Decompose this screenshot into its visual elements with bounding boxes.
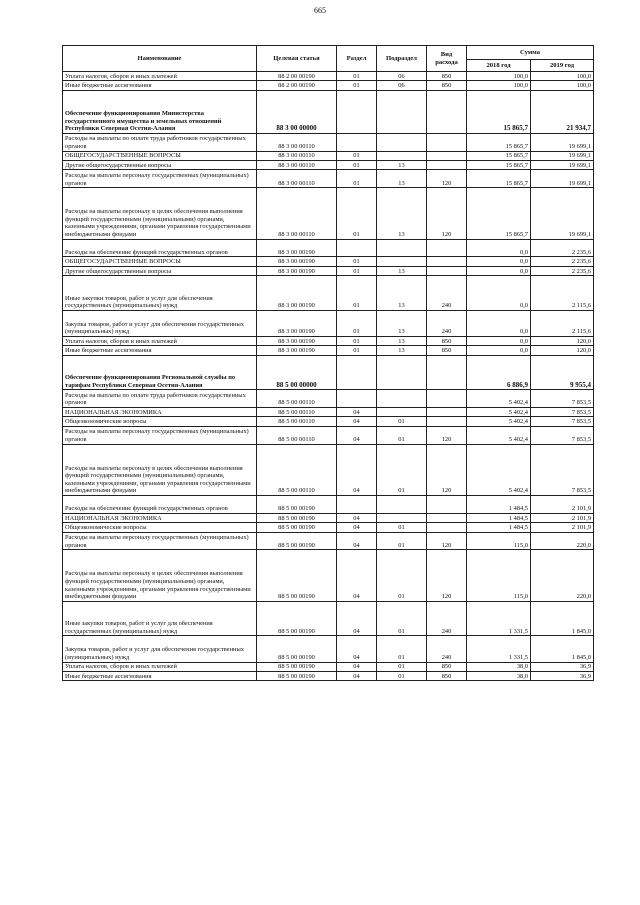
cell-section: 01 (337, 336, 377, 345)
table-row (63, 346, 594, 355)
table-row (63, 426, 594, 444)
cell-section: 01 (337, 276, 377, 311)
header-code: Целевая статья (257, 46, 337, 72)
cell-name: Иные закупки товаров, работ и услуг для обеспечения государственных (муниципальных) нужд (63, 601, 257, 636)
table-row (63, 170, 594, 188)
cell-sum-2018: 5 402,4 (467, 426, 531, 444)
cell-expense-type: 850 (427, 346, 467, 355)
table-row (63, 81, 594, 90)
cell-target-code: 88 5 00 00190 (257, 636, 337, 662)
cell-subsection: 13 (377, 160, 427, 169)
cell-target-code: 88 3 00 00110 (257, 170, 337, 188)
table-row (63, 601, 594, 636)
cell-section: 01 (337, 188, 377, 239)
cell-sum-2019: 220,0 (531, 532, 594, 550)
cell-expense-type: 120 (427, 444, 467, 495)
cell-expense-type (427, 355, 467, 390)
cell-expense-type: 120 (427, 426, 467, 444)
cell-sum-2018: 1 331,5 (467, 636, 531, 662)
cell-sum-2018: 15 865,7 (467, 160, 531, 169)
cell-expense-type: 850 (427, 81, 467, 90)
cell-sum-2019: 220,0 (531, 550, 594, 601)
cell-section: 04 (337, 636, 377, 662)
cell-subsection: 01 (377, 636, 427, 662)
cell-name: НАЦИОНАЛЬНАЯ ЭКОНОМИКА (63, 513, 257, 522)
cell-subsection (377, 239, 427, 257)
cell-target-code: 88 5 00 00190 (257, 532, 337, 550)
cell-expense-type: 240 (427, 276, 467, 311)
cell-sum-2019: 7 853,5 (531, 408, 594, 417)
cell-section: 01 (337, 151, 377, 160)
cell-section: 04 (337, 671, 377, 680)
cell-target-code: 88 3 00 00190 (257, 239, 337, 257)
table-row (63, 671, 594, 680)
cell-target-code: 88 3 00 00190 (257, 257, 337, 266)
cell-section: 01 (337, 346, 377, 355)
cell-subsection: 01 (377, 417, 427, 426)
cell-sum-2018: 0,0 (467, 276, 531, 311)
cell-sum-2018: 5 402,4 (467, 408, 531, 417)
cell-target-code: 88 3 00 00110 (257, 133, 337, 151)
cell-section (337, 355, 377, 390)
table-row (63, 160, 594, 169)
cell-sum-2018: 5 402,4 (467, 417, 531, 426)
cell-subsection: 01 (377, 550, 427, 601)
cell-sum-2019: 19 699,1 (531, 151, 594, 160)
cell-name: Уплата налогов, сборов и иных платежей (63, 72, 257, 81)
cell-section: 04 (337, 550, 377, 601)
cell-target-code: 88 3 00 00110 (257, 160, 337, 169)
cell-sum-2019: 9 955,4 (531, 355, 594, 390)
cell-sum-2019: 7 853,5 (531, 444, 594, 495)
cell-expense-type: 120 (427, 170, 467, 188)
cell-name: Другие общегосударственные вопросы (63, 160, 257, 169)
table-row (63, 636, 594, 662)
table-row (63, 355, 594, 390)
cell-target-code: 88 5 00 00190 (257, 513, 337, 522)
cell-sum-2018: 15 865,7 (467, 151, 531, 160)
cell-name: Расходы на выплаты персоналу в целях обеспечения выполнения функций государственными (муниципальными) органами, казенными учреждениями, органами управления государственными внебюджетными фондами (63, 188, 257, 239)
table-row (63, 513, 594, 522)
cell-name: Иные бюджетные ассигнования (63, 671, 257, 680)
cell-expense-type (427, 160, 467, 169)
cell-expense-type (427, 90, 467, 133)
cell-name: Расходы на выплаты персоналу в целях обеспечения выполнения функций государственными (муниципальными) органами, казенными учреждениями, органами управления государственными внебюджетными фондами (63, 444, 257, 495)
cell-target-code: 88 5 00 00190 (257, 550, 337, 601)
cell-subsection: 06 (377, 81, 427, 90)
cell-subsection: 01 (377, 532, 427, 550)
table-row (63, 188, 594, 239)
cell-name: Расходы на выплаты персоналу государственных (муниципальных) органов (63, 426, 257, 444)
cell-subsection: 13 (377, 310, 427, 336)
cell-sum-2018: 115,0 (467, 532, 531, 550)
header-sum: Сумма (467, 46, 594, 60)
table-row (63, 417, 594, 426)
page-number: 665 (314, 6, 326, 15)
cell-sum-2018: 5 402,4 (467, 390, 531, 408)
cell-section: 01 (337, 160, 377, 169)
cell-sum-2019: 19 699,1 (531, 170, 594, 188)
cell-subsection: 13 (377, 336, 427, 345)
cell-sum-2018: 5 402,4 (467, 444, 531, 495)
cell-section: 04 (337, 523, 377, 532)
cell-sum-2019: 2 101,9 (531, 496, 594, 514)
table-row (63, 444, 594, 495)
header-name: Наименование (63, 46, 257, 72)
cell-name: Расходы на выплаты персоналу государственных (муниципальных) органов (63, 532, 257, 550)
table-row (63, 239, 594, 257)
table-row (63, 408, 594, 417)
cell-target-code: 88 2 00 00190 (257, 81, 337, 90)
cell-sum-2019: 100,0 (531, 72, 594, 81)
header-section: Раздел (337, 46, 377, 72)
header-year-2019: 2019 год (531, 60, 594, 72)
cell-target-code: 88 5 00 00110 (257, 390, 337, 408)
cell-section: 01 (337, 310, 377, 336)
cell-name: НАЦИОНАЛЬНАЯ ЭКОНОМИКА (63, 408, 257, 417)
cell-section: 04 (337, 417, 377, 426)
cell-subsection: 01 (377, 523, 427, 532)
cell-expense-type: 120 (427, 532, 467, 550)
cell-target-code: 88 5 00 00190 (257, 601, 337, 636)
cell-name: Иные бюджетные ассигнования (63, 346, 257, 355)
cell-sum-2018: 15 865,7 (467, 90, 531, 133)
cell-target-code: 88 5 00 00000 (257, 355, 337, 390)
cell-name: Закупка товаров, работ и услуг для обеспечения государственных (муниципальных) нужд (63, 310, 257, 336)
cell-target-code: 88 5 00 00110 (257, 426, 337, 444)
cell-sum-2018: 6 886,9 (467, 355, 531, 390)
cell-expense-type (427, 151, 467, 160)
table-row (63, 276, 594, 311)
cell-expense-type: 850 (427, 336, 467, 345)
cell-sum-2018: 0,0 (467, 336, 531, 345)
cell-expense-type: 850 (427, 72, 467, 81)
table-row (63, 266, 594, 275)
cell-sum-2019: 100,0 (531, 81, 594, 90)
cell-section (337, 390, 377, 408)
cell-sum-2018: 0,0 (467, 346, 531, 355)
cell-subsection (377, 513, 427, 522)
cell-target-code: 88 5 00 00190 (257, 496, 337, 514)
cell-sum-2019: 7 853,5 (531, 426, 594, 444)
cell-expense-type: 120 (427, 550, 467, 601)
table-row (63, 72, 594, 81)
cell-target-code: 88 3 00 00110 (257, 188, 337, 239)
cell-sum-2018: 15 865,7 (467, 170, 531, 188)
cell-section: 04 (337, 662, 377, 671)
cell-expense-type: 850 (427, 671, 467, 680)
cell-subsection: 01 (377, 426, 427, 444)
table-row (63, 90, 594, 133)
cell-sum-2019: 120,0 (531, 336, 594, 345)
table-row (63, 257, 594, 266)
cell-subsection: 13 (377, 188, 427, 239)
cell-sum-2018: 38,0 (467, 671, 531, 680)
cell-sum-2018: 1 484,5 (467, 496, 531, 514)
cell-subsection (377, 408, 427, 417)
cell-name: ОБЩЕГОСУДАРСТВЕННЫЕ ВОПРОСЫ (63, 151, 257, 160)
cell-subsection (377, 90, 427, 133)
table-header (63, 46, 594, 72)
cell-section: 04 (337, 532, 377, 550)
cell-target-code: 88 5 00 00190 (257, 671, 337, 680)
cell-section: 01 (337, 170, 377, 188)
cell-target-code: 88 5 00 00110 (257, 444, 337, 495)
cell-name: Общеэкономические вопросы (63, 523, 257, 532)
cell-name: Иные бюджетные ассигнования (63, 81, 257, 90)
cell-expense-type: 850 (427, 662, 467, 671)
cell-subsection (377, 133, 427, 151)
table-body (63, 72, 594, 681)
cell-section: 01 (337, 257, 377, 266)
cell-subsection (377, 496, 427, 514)
cell-name: Расходы на обеспечение функций государственных органов (63, 496, 257, 514)
cell-target-code: 88 5 00 00190 (257, 662, 337, 671)
header-expense-type: Вид расхода (427, 46, 467, 72)
cell-name: Расходы на выплаты по оплате труда работников государственных органов (63, 390, 257, 408)
cell-sum-2019: 1 845,0 (531, 636, 594, 662)
cell-section (337, 239, 377, 257)
cell-section: 01 (337, 266, 377, 275)
cell-target-code: 88 3 00 00190 (257, 276, 337, 311)
cell-expense-type (427, 133, 467, 151)
cell-expense-type: 240 (427, 636, 467, 662)
cell-expense-type (427, 417, 467, 426)
cell-sum-2018: 1 484,5 (467, 513, 531, 522)
cell-section: 04 (337, 513, 377, 522)
cell-sum-2019: 1 845,0 (531, 601, 594, 636)
cell-name: Расходы на выплаты по оплате труда работников государственных органов (63, 133, 257, 151)
table-row (63, 523, 594, 532)
cell-sum-2018: 1 331,5 (467, 601, 531, 636)
cell-section (337, 496, 377, 514)
cell-subsection: 13 (377, 346, 427, 355)
cell-target-code: 88 3 00 00110 (257, 151, 337, 160)
cell-name: Расходы на выплаты персоналу в целях обеспечения выполнения функций государственными (муниципальными) органами, казенными учреждениями, органами управления государственными внебюджетными фондами (63, 550, 257, 601)
cell-expense-type (427, 390, 467, 408)
cell-name: Закупка товаров, работ и услуг для обеспечения государственных (муниципальных) нужд (63, 636, 257, 662)
cell-expense-type (427, 257, 467, 266)
cell-sum-2019: 36,9 (531, 662, 594, 671)
table-row (63, 390, 594, 408)
cell-name: ОБЩЕГОСУДАРСТВЕННЫЕ ВОПРОСЫ (63, 257, 257, 266)
cell-subsection: 01 (377, 601, 427, 636)
cell-sum-2019: 2 101,9 (531, 523, 594, 532)
table-row (63, 151, 594, 160)
cell-sum-2018: 0,0 (467, 266, 531, 275)
cell-expense-type: 120 (427, 188, 467, 239)
cell-subsection: 01 (377, 444, 427, 495)
cell-name: Уплата налогов, сборов и иных платежей (63, 662, 257, 671)
cell-subsection (377, 151, 427, 160)
cell-expense-type: 240 (427, 310, 467, 336)
cell-name: Обеспечение функционирования Региональной службы по тарифам Республики Северная Осетия-Алания (63, 355, 257, 390)
cell-sum-2019: 7 853,5 (531, 390, 594, 408)
cell-sum-2018: 115,0 (467, 550, 531, 601)
cell-expense-type (427, 266, 467, 275)
cell-sum-2019: 120,0 (531, 346, 594, 355)
cell-sum-2018: 15 865,7 (467, 133, 531, 151)
cell-sum-2019: 2 235,6 (531, 239, 594, 257)
cell-section (337, 133, 377, 151)
cell-name: Общеэкономические вопросы (63, 417, 257, 426)
cell-section: 04 (337, 426, 377, 444)
table-row (63, 496, 594, 514)
cell-section (337, 90, 377, 133)
cell-subsection: 13 (377, 266, 427, 275)
header-subsection: Подраздел (377, 46, 427, 72)
cell-sum-2018: 0,0 (467, 257, 531, 266)
cell-sum-2019: 2 115,6 (531, 310, 594, 336)
cell-name: Расходы на выплаты персоналу государственных (муниципальных) органов (63, 170, 257, 188)
cell-sum-2019: 2 235,6 (531, 266, 594, 275)
cell-target-code: 88 3 00 00190 (257, 310, 337, 336)
cell-section: 01 (337, 72, 377, 81)
cell-sum-2019: 36,9 (531, 671, 594, 680)
cell-subsection: 01 (377, 662, 427, 671)
table-row (63, 550, 594, 601)
cell-name: Уплата налогов, сборов и иных платежей (63, 336, 257, 345)
cell-target-code: 88 3 00 00190 (257, 266, 337, 275)
cell-sum-2019: 19 699,1 (531, 160, 594, 169)
cell-expense-type (427, 496, 467, 514)
cell-sum-2019: 2 235,6 (531, 257, 594, 266)
cell-sum-2018: 15 865,7 (467, 188, 531, 239)
cell-target-code: 88 5 00 00190 (257, 523, 337, 532)
cell-subsection (377, 257, 427, 266)
cell-expense-type (427, 523, 467, 532)
cell-sum-2019: 2 115,6 (531, 276, 594, 311)
cell-section: 04 (337, 408, 377, 417)
cell-target-code: 88 5 00 00110 (257, 408, 337, 417)
cell-subsection (377, 390, 427, 408)
cell-subsection: 01 (377, 671, 427, 680)
header-year-2018: 2018 год (467, 60, 531, 72)
cell-subsection: 13 (377, 276, 427, 311)
cell-expense-type (427, 513, 467, 522)
budget-table (62, 45, 594, 681)
table-row (63, 133, 594, 151)
table-row (63, 336, 594, 345)
cell-subsection (377, 355, 427, 390)
cell-sum-2018: 100,0 (467, 72, 531, 81)
cell-subsection: 13 (377, 170, 427, 188)
cell-target-code: 88 3 00 00190 (257, 336, 337, 345)
cell-sum-2019: 19 699,1 (531, 133, 594, 151)
cell-sum-2018: 0,0 (467, 310, 531, 336)
cell-target-code: 88 3 00 00000 (257, 90, 337, 133)
cell-sum-2018: 1 484,5 (467, 523, 531, 532)
cell-name: Другие общегосударственные вопросы (63, 266, 257, 275)
cell-sum-2018: 38,0 (467, 662, 531, 671)
cell-expense-type (427, 408, 467, 417)
cell-sum-2019: 7 853,5 (531, 417, 594, 426)
cell-expense-type: 240 (427, 601, 467, 636)
cell-subsection: 06 (377, 72, 427, 81)
table-row (63, 662, 594, 671)
cell-name: Иные закупки товаров, работ и услуг для обеспечения государственных (муниципальных) нужд (63, 276, 257, 311)
cell-target-code: 88 2 00 00190 (257, 72, 337, 81)
cell-sum-2018: 0,0 (467, 239, 531, 257)
table-row (63, 532, 594, 550)
cell-target-code: 88 3 00 00190 (257, 346, 337, 355)
cell-section: 04 (337, 444, 377, 495)
cell-section: 01 (337, 81, 377, 90)
cell-name: Расходы на обеспечение функций государственных органов (63, 239, 257, 257)
cell-expense-type (427, 239, 467, 257)
table-row (63, 310, 594, 336)
cell-name: Обеспечение функционирования Министерства государственного имущества и земельных отношений Республики Северная Осетия-Алания (63, 90, 257, 133)
cell-target-code: 88 5 00 00110 (257, 417, 337, 426)
cell-section: 04 (337, 601, 377, 636)
cell-sum-2019: 2 101,9 (531, 513, 594, 522)
cell-sum-2019: 19 699,1 (531, 188, 594, 239)
cell-sum-2019: 21 934,7 (531, 90, 594, 133)
cell-sum-2018: 100,0 (467, 81, 531, 90)
